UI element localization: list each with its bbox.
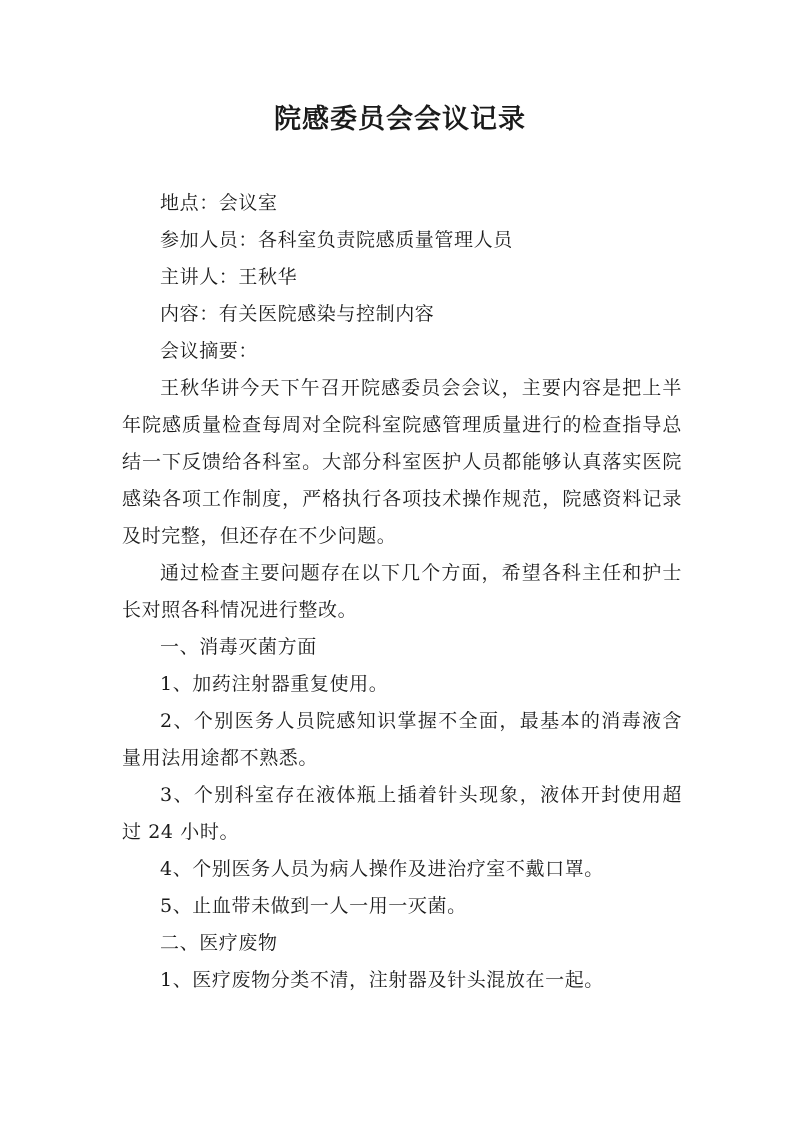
list-item: 5、止血带未做到一人一用一灭菌。 [160,895,467,917]
list-item: 3、个别科室存在液体瓶上插着针头现象，液体开封使用超过 24 小时。 [122,784,682,843]
list-item: 1、加药注射器重复使用。 [160,673,389,695]
attendees-line: 参加人员：各科室负责院感质量管理人员 [160,229,513,251]
section-heading-medical-waste: 二、医疗废物 [160,932,278,954]
list-item: 4、个别医务人员为病人操作及进治疗室不戴口罩。 [160,858,604,880]
summary-paragraph: 王秋华讲今天下午召开院感委员会会议，主要内容是把上半年院感质量检查每周对全院科室院感管理质量进行的检查指导总结一下反馈给各科室。大部分科室医护人员都能够认真落实医院感染各项工作制度，严格执行各项技术操作规范，院感资料记录及时完整，但还存在不少问题。 [122,377,682,547]
content-line: 内容：有关医院感染与控制内容 [160,303,435,325]
list-item: 2、个别医务人员院感知识掌握不全面，最基本的消毒液含量用法用途都不熟悉。 [122,710,682,769]
page-title: 院感委员会会议记录 [274,104,526,135]
document-body [122,185,682,999]
summary-heading: 会议摘要： [160,340,259,362]
issues-intro-paragraph: 通过检查主要问题存在以下几个方面，希望各科主任和护士长对照各科情况进行整改。 [122,562,682,621]
speaker-line: 主讲人：王秋华 [160,266,298,288]
list-item: 1、医疗废物分类不清，注射器及针头混放在一起。 [160,969,604,991]
location-line: 地点：会议室 [160,192,278,214]
section-heading-disinfection: 一、消毒灭菌方面 [160,636,317,658]
